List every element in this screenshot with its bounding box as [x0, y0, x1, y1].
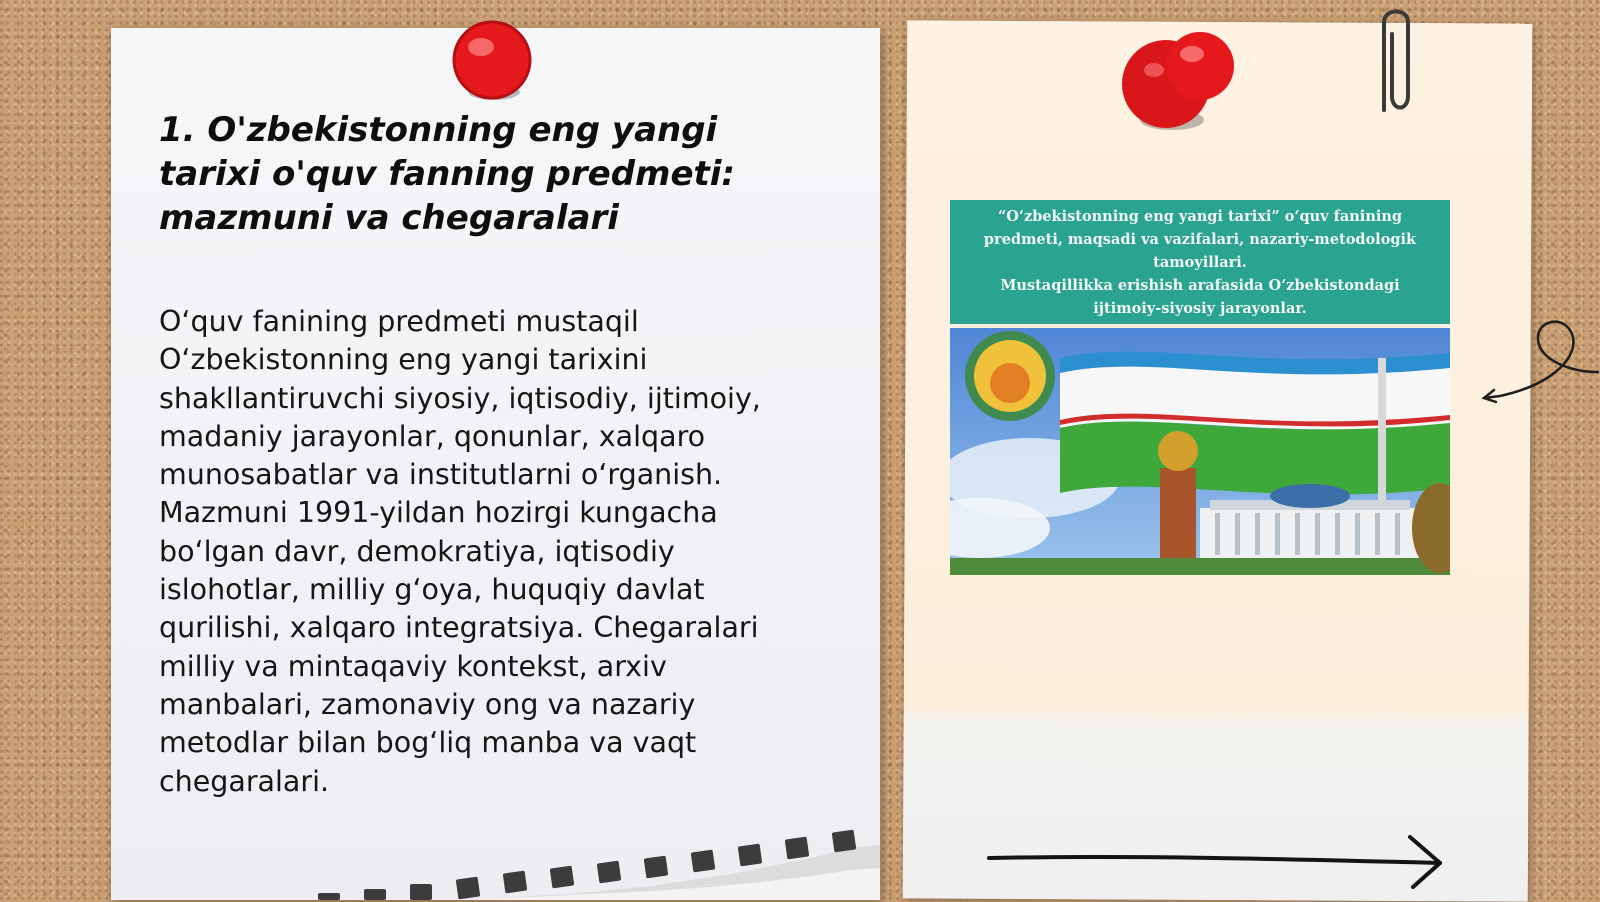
- torn-notebook-edge: [111, 790, 880, 900]
- banner-line-1: “O‘zbekistonning eng yangi tarixi” o‘quv fanining: [997, 207, 1403, 225]
- banner-line-3: tamoyillari.: [1153, 253, 1247, 271]
- banner-line-4: Mustaqillikka erishish arafasida O‘zbekistondagi: [1000, 276, 1400, 294]
- paperclip-icon: [1370, 0, 1426, 126]
- left-note-card: [111, 28, 880, 900]
- slide-image-banner: [950, 200, 1450, 324]
- curl-arrow-icon: [1480, 310, 1600, 410]
- slide-image: [950, 200, 1450, 575]
- push-pin-icon: [1122, 30, 1242, 134]
- flag-monument-picture: [950, 328, 1450, 575]
- banner-line-2: predmeti, maqsadi va vazifalari, nazariy-metodologik: [983, 230, 1417, 248]
- right-arrow-icon: [985, 833, 1450, 893]
- banner-line-5: ijtimoiy-siyosiy jarayonlar.: [1093, 299, 1307, 317]
- push-pin-icon: [452, 20, 534, 104]
- section-title: 1. O'zbekistonning eng yangi tarixi o'quv fanning predmeti: mazmuni va chegaralari: [159, 110, 736, 238]
- section-body-text: O‘quv fanining predmeti mustaqil O‘zbekistonning eng yangi tarixini shakllantiruvchi siyosiy, iqtisodiy, ijtimoiy, madaniy jarayonlar, qonunlar, xalqaro munosabatlar va institutlarni o‘rganish. Mazmuni 1991-yildan hozirgi kungacha bo‘lgan davr, demokratiya, iqtisodiy islohotlar, milliy g‘oya, huquqiy davlat qurilishi, xalqaro integratsiya. Chegaralari milliy va mintaqaviy kontekst, arxiv manbalari, zamonaviy ong va nazariy metodlar bilan bog‘liq manba va vaqt chegaralari.: [159, 305, 761, 798]
